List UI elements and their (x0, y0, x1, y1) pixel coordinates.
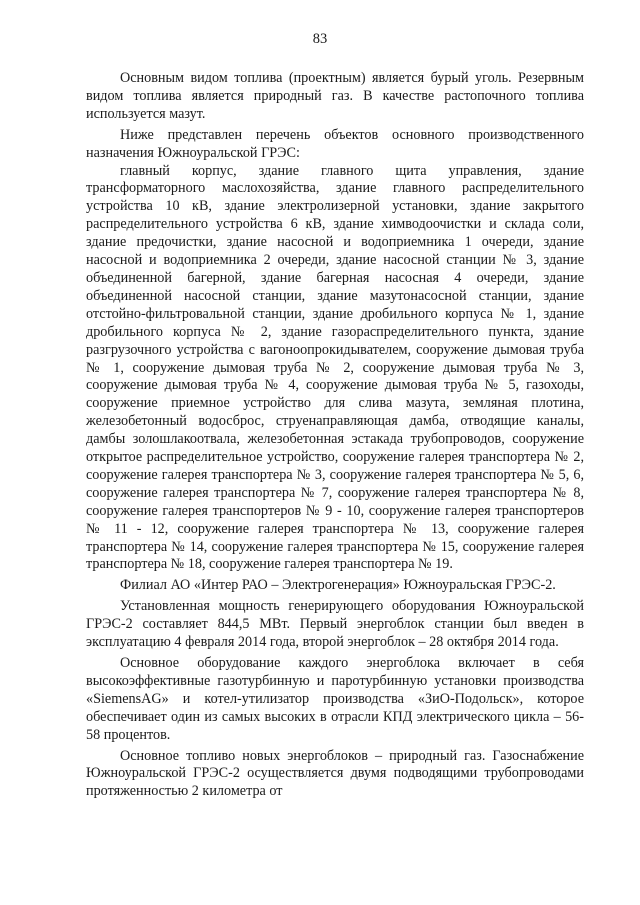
body-text (86, 70, 584, 801)
page-number: 83 (312, 31, 328, 47)
paragraph-branch: Филиал АО «Интер РАО – Электрогенерация» Южноуральская ГРЭС-2. (120, 577, 556, 594)
paragraph-capacity: Установленная мощность генерирующего оборудования Южноуральской ГРЭС-2 составляет 844,5 МВт. Первый энергоблок станции был введен в эксплуатацию 4 февраля 2014 года, второй энергоблок – 28 октября 2014 года. (86, 598, 584, 651)
paragraph-objects-intro: Ниже представлен перечень объектов основного производственного назначения Южноуральской ГРЭС: (86, 126, 584, 161)
paragraph-gas-supply: Основное топливо новых энергоблоков – природный газ. Газоснабжение Южноуральской ГРЭС-2 осуществляется двумя подводящими трубопроводами протяженностью 2 километра от (86, 747, 584, 800)
paragraph-objects-list: главный корпус, здание главного щита управления, здание трансформаторного маслохозяйства, здание главного распределительного устройства 10 кВ, здание электролизерной установки, здание закрытого распределительного устройства 6 кВ, здание химводоочистки и склада соли, здание предочистки, здание насосной и водоприемника 1 очереди, здание насосной и водоприемника 2 очереди, здание насосной станции № 3, здание объединенной багерной, здание багерная насосная 4 очереди, здание объединенной насосной станции, здание мазутонасосной станции, здание отстойно-фильтровальной станции, здание дробильного корпуса № 1, здание дробильного корпуса № 2, здание газораспределительного пункта, здание разгрузочного устройства с вагоноопрокидывателем, сооружение дымовая труба № 1, сооружение дымовая труба № 2, сооружение дымовая труба № 3, сооружение дымовая труба № 4, сооружение дымовая труба № 5, газоходы, сооружение приемное устройство для слива мазута, земляная плотина, железобетонный водосброс, струенаправляющая дамба, отводящие каналы, дамбы золошлакоотвала, железобетонная эстакада трубопроводов, сооружение открытое распределительное устройство, сооружение галерея транспортера № 2, сооружение галерея транспортера № 3, сооружение галерея транспортера № 5, 6, сооружение галерея транспортера № 7, сооружение галерея транспортера № 8, сооружение галерея транспортеров № 9 - 10, сооружение галерея транспортеров № 11 - 12, сооружение галерея транспортера № 13, сооружение галерея транспортера № 14, сооружение галерея транспортера № 15, сооружение галерея транспортера № 18, сооружение галерея транспортера № 19. (86, 162, 584, 573)
paragraph-fuel: Основным видом топлива (проектным) является бурый уголь. Резервным видом топлива является природный газ. В качестве растопочного топлива используется мазут. (86, 70, 584, 122)
paragraph-equipment: Основное оборудование каждого энергоблока включает в себя высокоэффективные газотурбинную и паротурбинную установки производства «SiemensAG» и котел-утилизатор производства «ЗиО-Подольск», которое обеспечивает один из самых высоких в отрасли КПД электрического цикла – 56-58 процентов. (86, 655, 584, 743)
